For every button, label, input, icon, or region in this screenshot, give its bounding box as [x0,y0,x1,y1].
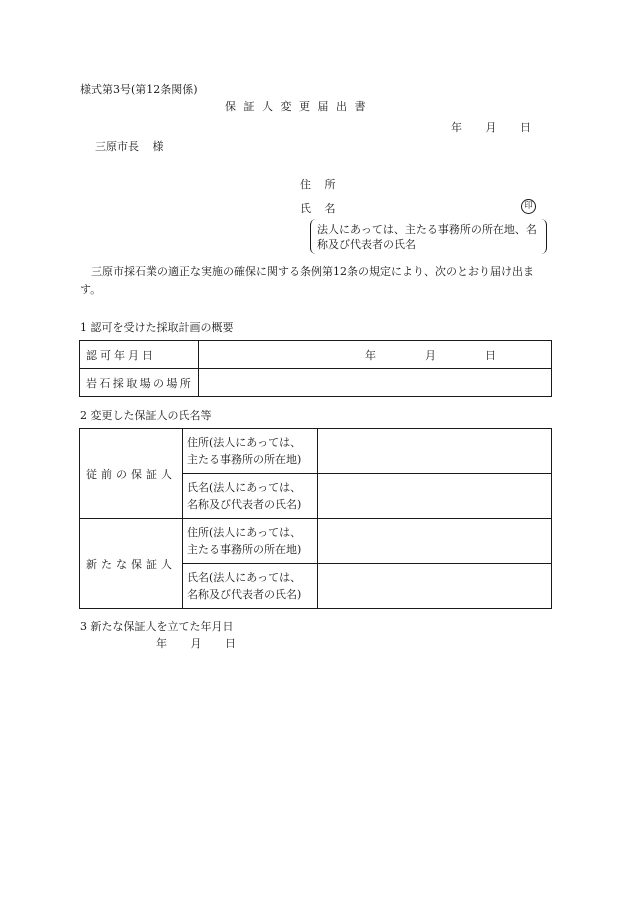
former-name-label-line: 名称及び代表者の氏名) [187,498,302,511]
guarantor-table [79,428,552,609]
plan-summary-table [79,340,552,397]
corporate-note-line: 法人にあっては、主たる事務所の所在地、名 [317,223,537,236]
applicant-address-label: 住 所 [300,178,336,191]
date-month-label: 月 [485,121,497,134]
table-row [80,341,552,369]
new-address-label-line: 主たる事務所の所在地) [187,543,302,556]
sec3-month-label: 月 [190,637,202,650]
quarry-location-label: 岩石採取場の場所 [80,369,199,397]
former-address-label-line: 主たる事務所の所在地) [187,453,302,466]
new-name-label [183,564,318,609]
section1-heading: 1 認可を受けた採取計画の概要 [80,321,234,334]
former-address-label [183,429,318,474]
former-address-field[interactable] [318,429,552,474]
approval-date-field[interactable] [199,341,552,369]
new-guarantor-label: 新たな保証人 [80,519,183,609]
section3-heading: 3 新たな保証人を立てた年月日 [80,620,234,633]
approval-date-label: 認可年月日 [80,341,199,369]
new-name-field[interactable] [318,564,552,609]
new-address-label [183,519,318,564]
former-guarantor-label: 従前の保証人 [80,429,183,519]
sec3-day-label: 日 [225,637,236,650]
sec3-year-label: 年 [156,637,167,650]
new-guarantor-date [156,635,236,651]
body-paragraph: 三原市採石業の適正な実施の確保に関する条例第12条の規定により、次のとおり届け出ます。 [80,265,534,296]
date-day-label: 日 [520,121,531,134]
approval-year-label: 年 [365,348,376,362]
submission-date [451,119,531,135]
new-address-label-line: 住所(法人にあっては、 [187,526,302,539]
table-row [80,429,552,474]
corporate-note-line: 称及び代表者の氏名 [317,238,416,251]
form-number: 様式第3号(第12条関係) [80,83,198,96]
new-address-field[interactable] [318,519,552,564]
quarry-location-field[interactable] [199,369,552,397]
former-name-label-line: 氏名(法人にあっては、 [187,481,302,494]
section2-heading: 2 変更した保証人の氏名等 [80,409,212,422]
applicant-name-label: 氏 名 [300,202,336,215]
table-row [80,519,552,564]
new-name-label-line: 氏名(法人にあっては、 [187,571,302,584]
former-name-field[interactable] [318,474,552,519]
document-title: 保証人変更届出書 [225,100,373,113]
new-name-label-line: 名称及び代表者の氏名) [187,588,302,601]
approval-day-label: 日 [485,348,496,362]
date-year-label: 年 [451,121,462,134]
former-address-label-line: 住所(法人にあっては、 [187,436,302,449]
approval-month-label: 月 [425,348,436,362]
seal-mark: 印 [521,199,536,214]
table-row [80,369,552,397]
former-name-label [183,474,318,519]
corporate-note [317,222,547,252]
recipient: 三原市長 様 [95,140,164,153]
